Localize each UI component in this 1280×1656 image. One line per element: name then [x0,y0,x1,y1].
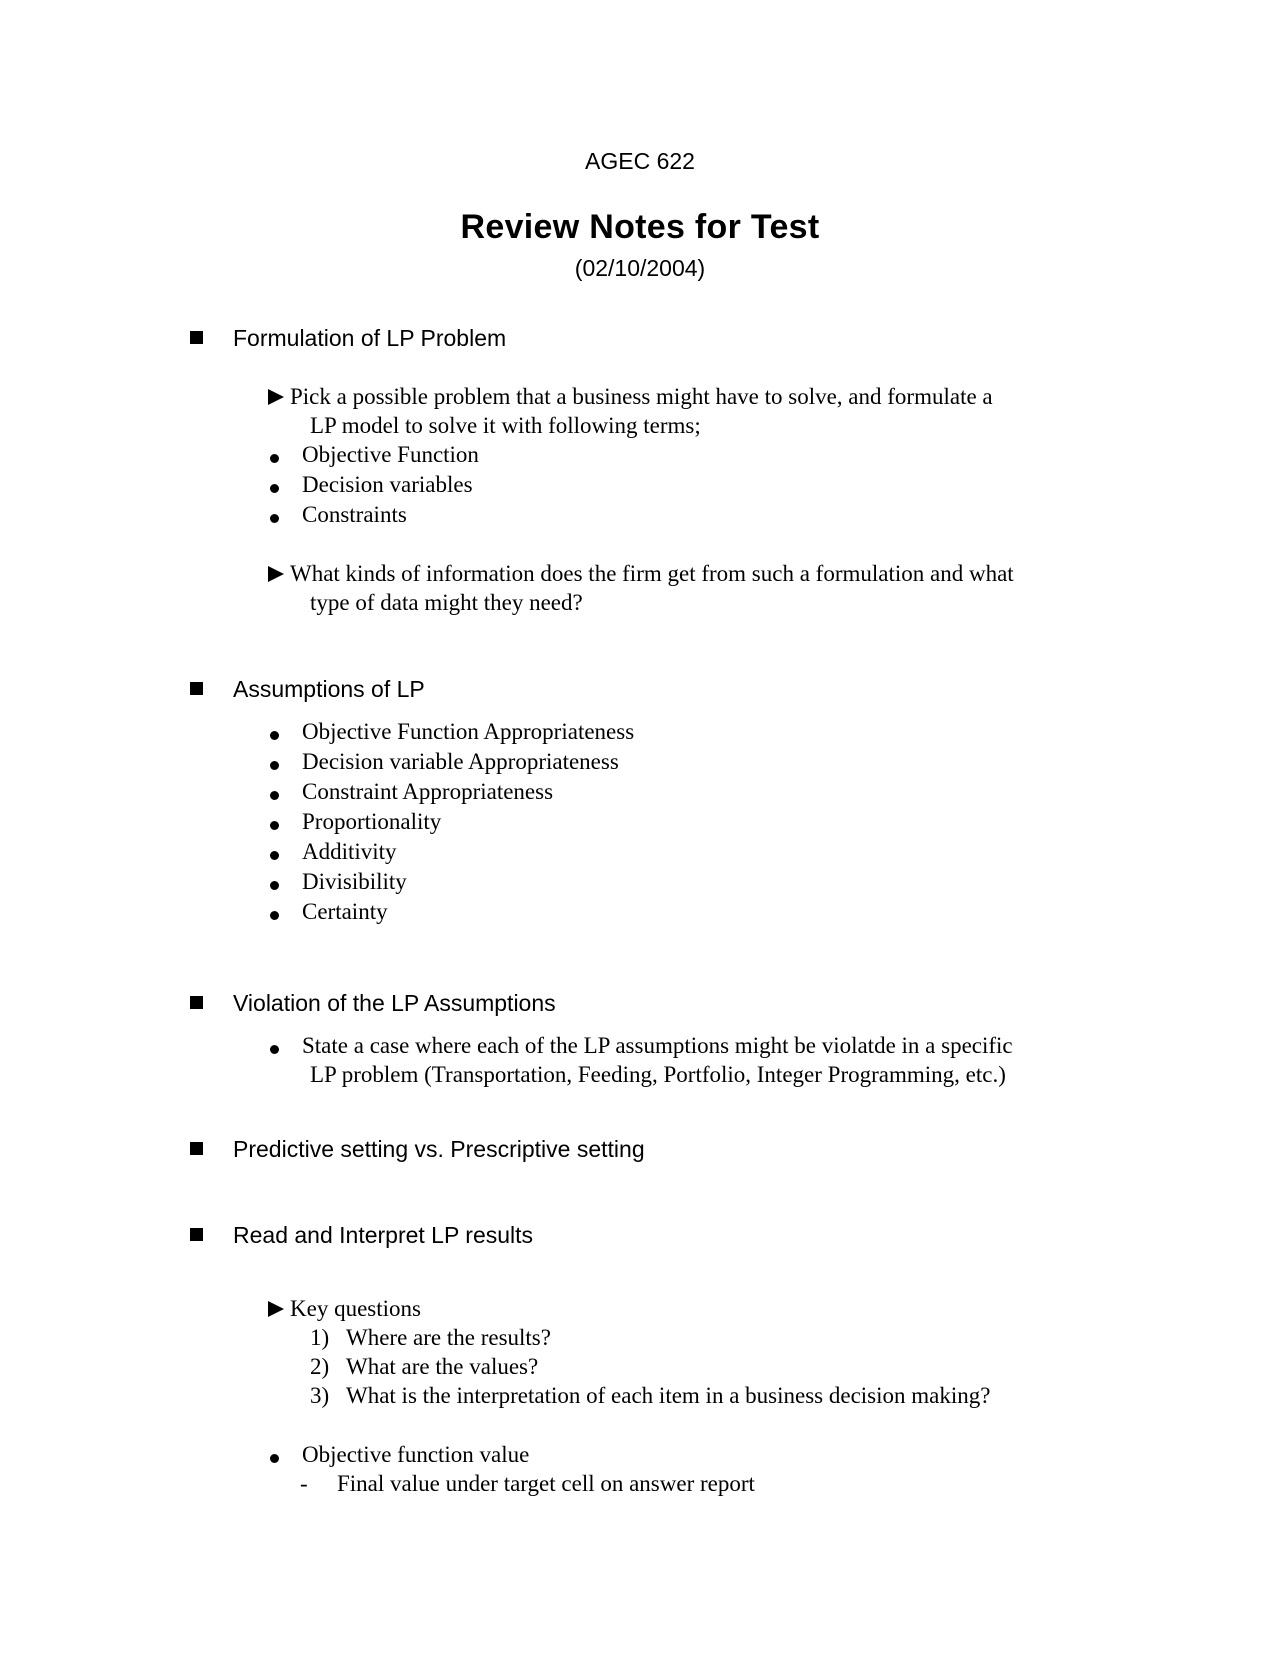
objective-detail-dash: - [300,1471,308,1496]
bullet-icon [270,1045,279,1054]
section-heading-text: Violation of the LP Assumptions [233,990,556,1016]
section-heading-text: Formulation of LP Problem [233,325,507,351]
section-heading-results [190,1222,533,1249]
formulation-point-2-line-1: What kinds of information does the firm get from such a formulation and what [290,561,1014,586]
triangle-bullet-icon [268,1301,284,1317]
triangle-bullet-icon [268,566,284,582]
key-questions [268,1294,421,1323]
document-date: (02/10/2004) [574,255,706,281]
bullet-icon [270,821,279,830]
triangle-bullet-icon [268,389,284,405]
question-number: 2) [310,1354,330,1379]
bullet-icon [270,1454,279,1463]
bullet-icon [270,484,279,493]
question-item [310,1352,538,1381]
bullet-icon [270,514,279,523]
bullet-icon [270,791,279,800]
question-number: 3) [310,1383,330,1408]
formulation-point-1-line-2: LP model to solve it with following terms; [310,413,701,438]
list-item: Additivity [302,839,397,864]
course-code: AGEC 622 [585,148,695,174]
list-item: Certainty [302,899,388,924]
square-bullet-icon [190,1142,203,1155]
list-item: Divisibility [302,869,407,894]
square-bullet-icon [190,1228,203,1241]
list-item: Objective Function Appropriateness [302,719,635,744]
list-item: Proportionality [302,809,442,834]
formulation-point-1 [268,382,993,411]
list-item: Objective Function [302,442,479,467]
formulation-point-1-line-1: Pick a possible problem that a business might have to solve, and formulate a [290,384,993,409]
square-bullet-icon [190,996,203,1009]
section-heading-violation [190,990,556,1017]
section-heading-assumptions [190,676,425,703]
violation-item-line-1: State a case where each of the LP assumptions might be violatde in a specific [302,1033,1013,1058]
bullet-icon [270,454,279,463]
question-text: What is the interpretation of each item in a business decision making? [346,1383,991,1408]
objective-value-item: Objective function value [302,1442,530,1467]
section-heading-text: Assumptions of LP [233,676,425,702]
list-item: Decision variable Appropriateness [302,749,619,774]
section-heading-text: Predictive setting vs. Prescriptive setting [233,1136,645,1162]
square-bullet-icon [190,331,203,344]
question-item [310,1381,990,1410]
objective-detail-item: Final value under target cell on answer report [337,1471,755,1496]
bullet-icon [270,761,279,770]
key-questions-label: Key questions [290,1296,421,1321]
formulation-point-2-line-2: type of data might they need? [310,590,583,615]
bullet-icon [270,911,279,920]
violation-item-line-2: LP problem (Transportation, Feeding, Portfolio, Integer Programming, etc.) [310,1062,1006,1087]
section-heading-setting [190,1136,645,1163]
square-bullet-icon [190,682,203,695]
question-text: What are the values? [346,1354,539,1379]
list-item: Decision variables [302,472,473,497]
page-title: Review Notes for Test [460,208,820,246]
question-text: Where are the results? [346,1325,551,1350]
section-heading-text: Read and Interpret LP results [233,1222,534,1248]
bullet-icon [270,851,279,860]
bullet-icon [270,731,279,740]
section-heading-formulation [190,325,506,352]
list-item: Constraint Appropriateness [302,779,554,804]
formulation-point-2 [268,559,1014,588]
question-item [310,1323,551,1352]
list-item: Constraints [302,502,407,527]
question-number: 1) [310,1325,330,1350]
bullet-icon [270,881,279,890]
